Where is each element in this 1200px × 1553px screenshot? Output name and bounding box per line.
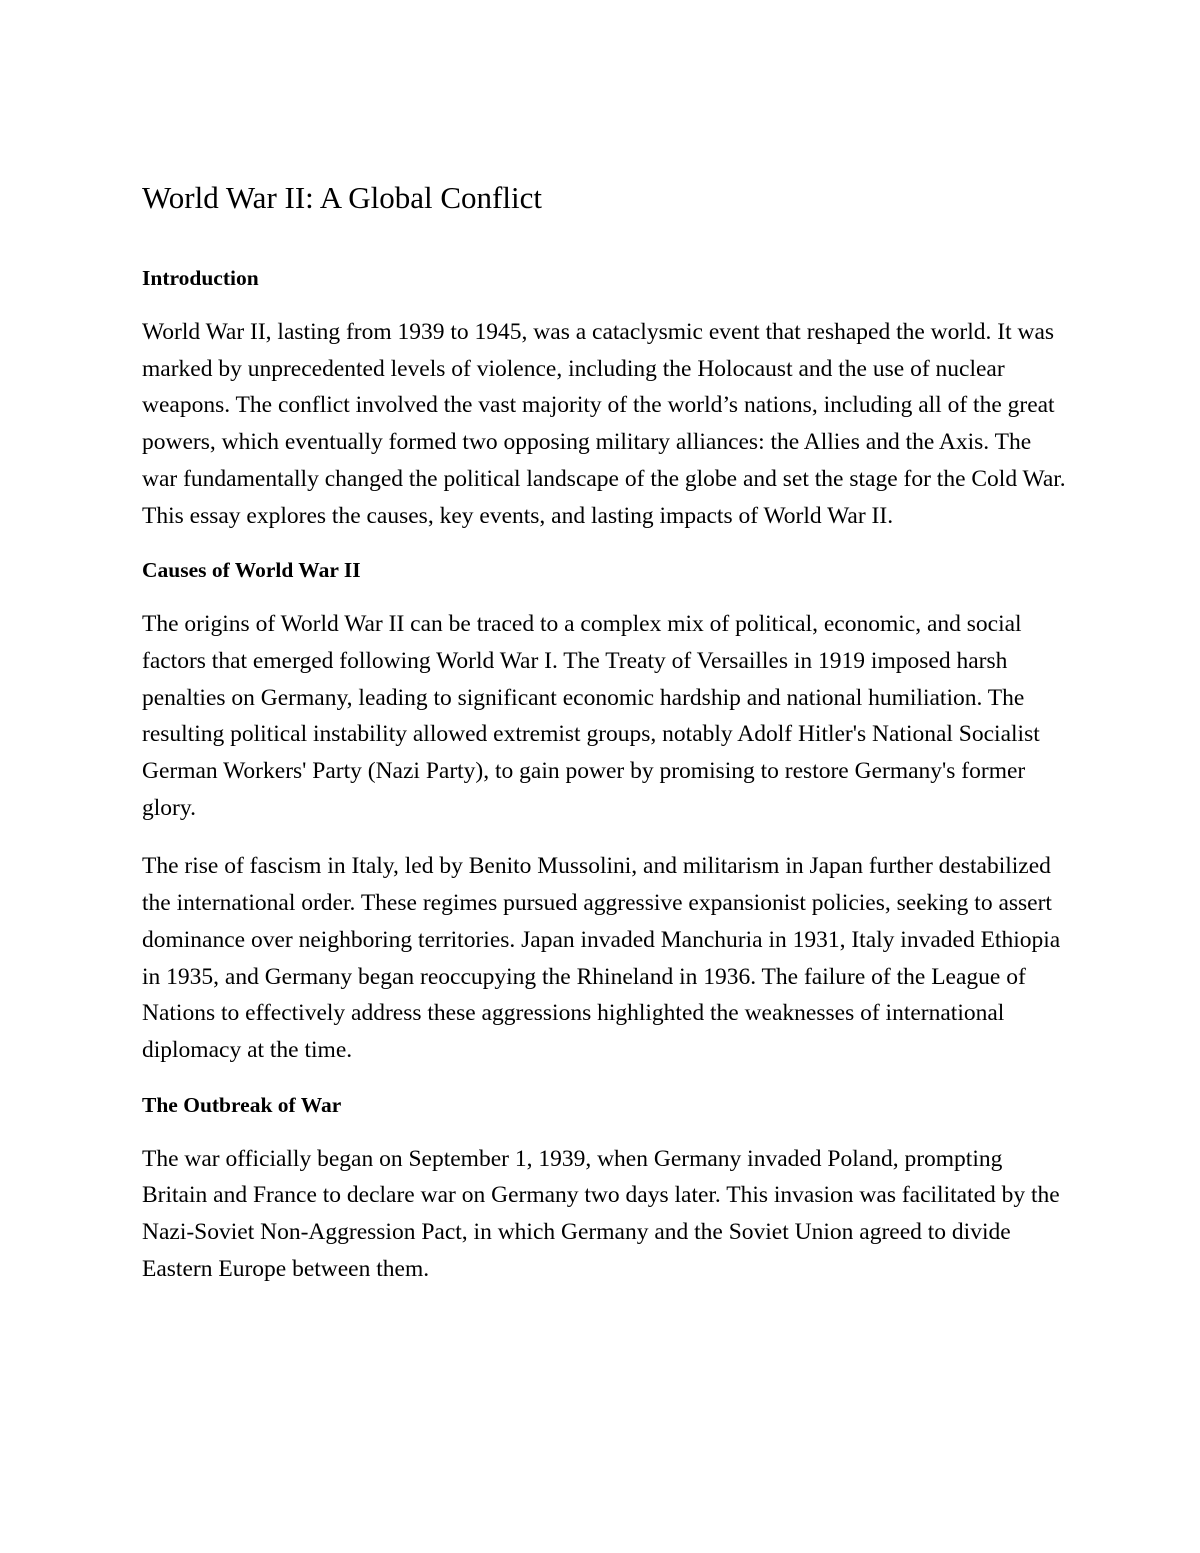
document-body	[142, 178, 1072, 1309]
paragraph: The war officially began on September 1, 1939, when Germany invaded Poland, prompting Britain and France to declare war on Germany two days later. This invasion was facilitated by the Nazi-Soviet Non-Aggression Pact, in which Germany and the Soviet Union agreed to divide Eastern Europe between them.	[142, 1145, 1060, 1282]
paragraph: World War II, lasting from 1939 to 1945, was a cataclysmic event that reshaped the world. It was marked by unprecedented levels of violence, including the Holocaust and the use of nuclear weapons. The conflict involved the vast majority of the world’s nations, including all of the great powers, which eventually formed two opposing military alliances: the Allies and the Axis. The war fundamentally changed the political landscape of the globe and set the stage for the Cold War. This essay explores the causes, key events, and lasting impacts of World War II.	[142, 319, 1066, 529]
section-introduction	[142, 264, 1072, 534]
section-causes	[142, 556, 1072, 1068]
paragraph: The rise of fascism in Italy, led by Benito Mussolini, and militarism in Japan further destabilized the international order. These regimes pursued aggressive expansionist policies, seeking to assert dominance over neighboring territories. Japan invaded Manchuria in 1931, Italy invaded Ethiopia in 1935, and Germany began reoccupying the Rhineland in 1936. The failure of the League of Nations to effectively address these aggressions highlighted the weaknesses of international diplomacy at the time.	[142, 853, 1061, 1063]
paragraph: The origins of World War II can be traced to a complex mix of political, economic, and social factors that emerged following World War I. The Treaty of Versailles in 1919 imposed harsh penalties on Germany, leading to significant economic hardship and national humiliation. The resulting political instability allowed extremist groups, notably Adolf Hitler's National Socialist German Workers' Party (Nazi Party), to gain power by promising to restore Germany's former glory.	[142, 611, 1040, 821]
section-outbreak	[142, 1091, 1072, 1288]
document-title: World War II: A Global Conflict	[142, 180, 542, 215]
section-heading: Causes of World War II	[142, 558, 361, 583]
section-heading: Introduction	[142, 266, 259, 290]
section-heading: The Outbreak of War	[142, 1092, 342, 1117]
